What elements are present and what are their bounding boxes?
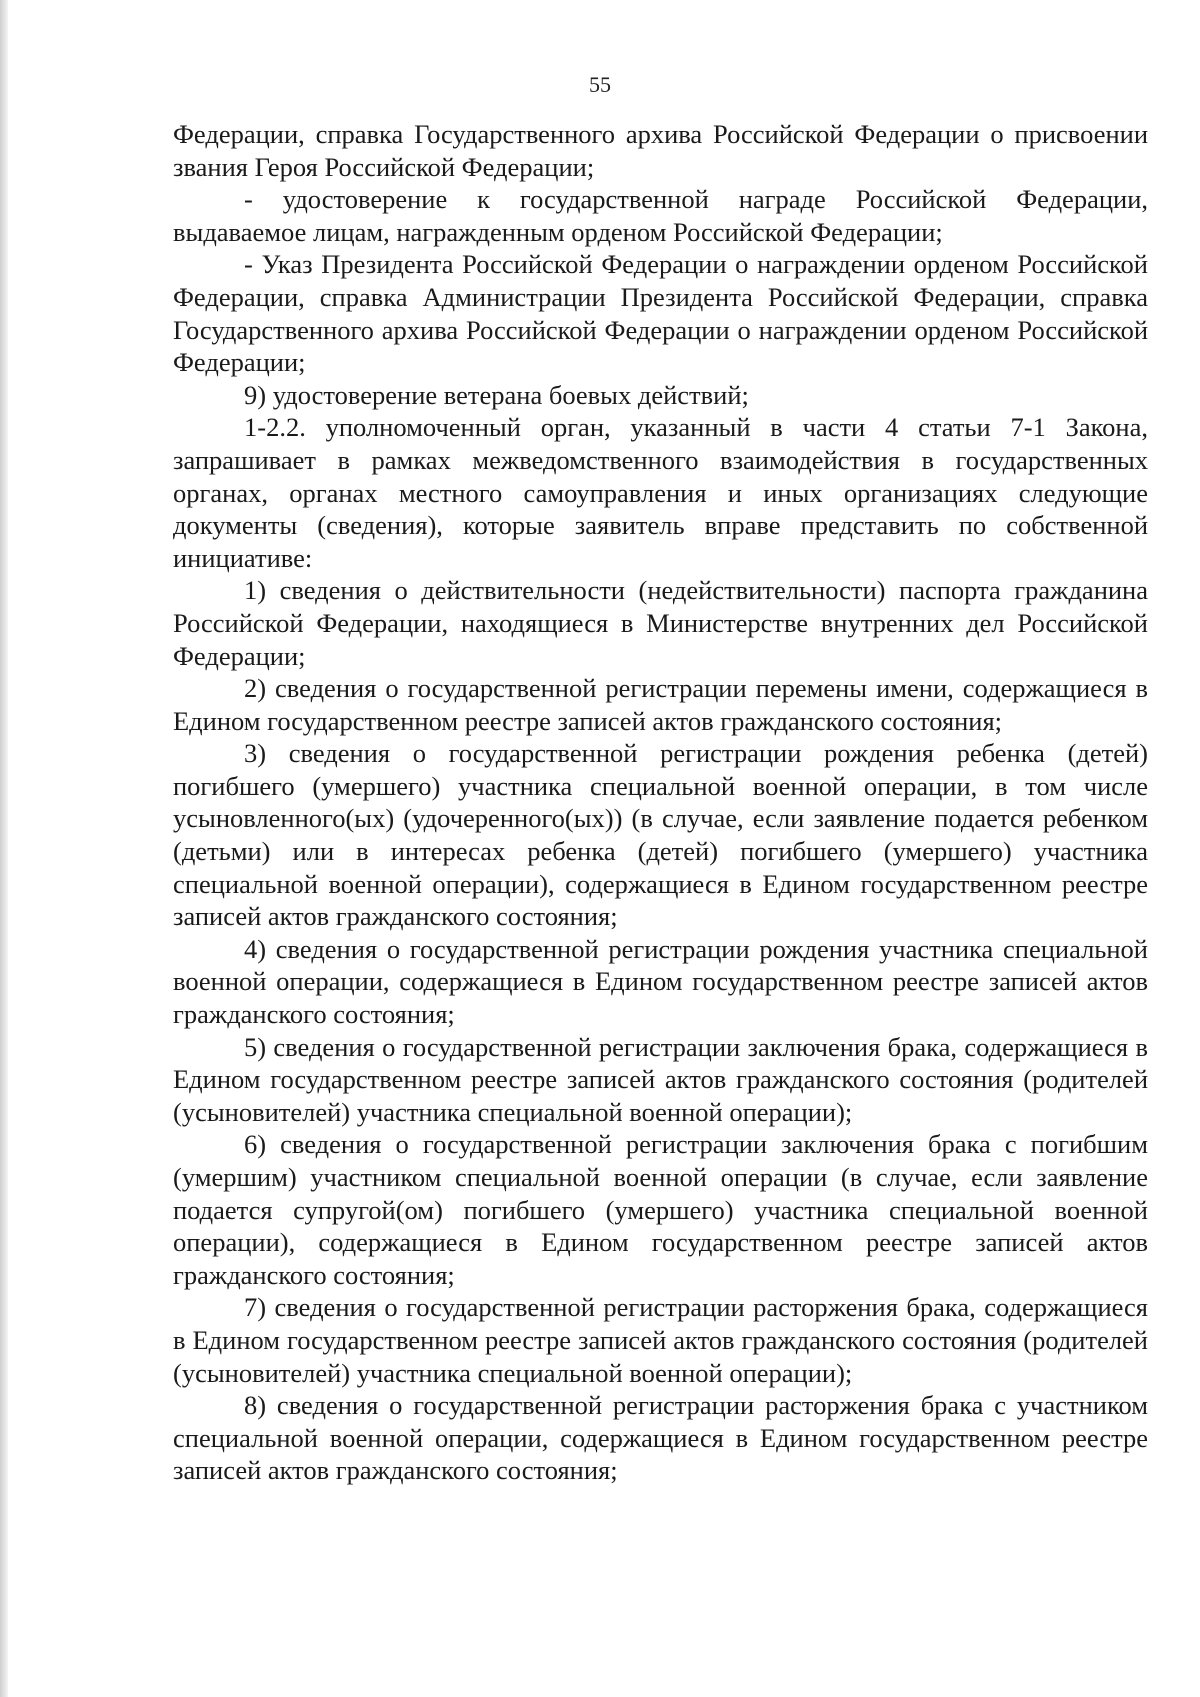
paragraph: 8) сведения о государственной регистрации расторжения брака с участником специальной военной операции, содержащиеся в Едином государственном реестре записей актов гражданского состояния; xyxy=(173,1390,1148,1486)
paragraph: - Указ Президента Российской Федерации о награждении орденом Российской Федерации, справка Администрации Президента Российской Федерации, справка Государственного архива Российской Федерации о награждении орденом Российской Федерации; xyxy=(173,249,1148,378)
scan-edge-shadow xyxy=(0,0,8,1697)
paragraph: 7) сведения о государственной регистрации расторжения брака, содержащиеся в Едином государственном реестре записей актов гражданского состояния (родителей (усыновителей) участника специальной военной операции); xyxy=(173,1292,1148,1388)
paragraph: 4) сведения о государственной регистрации рождения участника специальной военной операции, содержащиеся в Едином государственном реестре записей актов гражданского состояния; xyxy=(173,933,1148,1030)
paragraph: 5) сведения о государственной регистрации заключения брака, содержащиеся в Едином государственном реестре записей актов гражданского состояния (родителей (усыновителей) участника специальной военной операции); xyxy=(173,1031,1148,1127)
paragraph: 1-2.2. уполномоченный орган, указанный в части 4 статьи 7-1 Закона, запрашивает в рамках межведомственного взаимодействия в государственных органах, органах местного самоуправления и иных организациях следующие документы (сведения), которые заявитель вправе представить по собственной инициативе: xyxy=(173,412,1148,573)
page-number: 55 xyxy=(589,72,611,97)
paragraph: 6) сведения о государственной регистрации заключения брака с погибшим (умершим) участником специальной военной операции (в случае, если заявление подается супругой(ом) погибшего (умершего) участника специальной военной операции), содержащиеся в Едином государственном реестре записей актов гражданского состояния; xyxy=(173,1129,1148,1290)
paragraph: 1) сведения о действительности (недействительности) паспорта гражданина Российской Федерации, находящиеся в Министерстве внутренних дел Российской Федерации; xyxy=(173,575,1148,671)
paragraph: - удостоверение к государственной награде Российской Федерации, выдаваемое лицам, награжденным орденом Российской Федерации; xyxy=(173,184,1148,247)
paragraph: Федерации, справка Государственного архива Российской Федерации о присвоении звания Героя Российской Федерации; xyxy=(173,119,1148,182)
paragraph: 2) сведения о государственной регистрации перемены имени, содержащиеся в Едином государственном реестре записей актов гражданского состояния; xyxy=(173,673,1148,736)
paragraph: 9) удостоверение ветерана боевых действий; xyxy=(244,379,749,410)
document-body xyxy=(173,118,1148,1487)
paragraph: 3) сведения о государственной регистрации рождения ребенка (детей) погибшего (умершего) участника специальной военной операции, в том числе усыновленного(ых) (удочеренного(ых)) (в случае, если заявление подается ребенком (детьми) или в интересах ребенка (детей) погибшего (умершего) участника специальной военной операции), содержащиеся в Едином государственном реестре записей актов гражданского состояния; xyxy=(173,738,1148,932)
